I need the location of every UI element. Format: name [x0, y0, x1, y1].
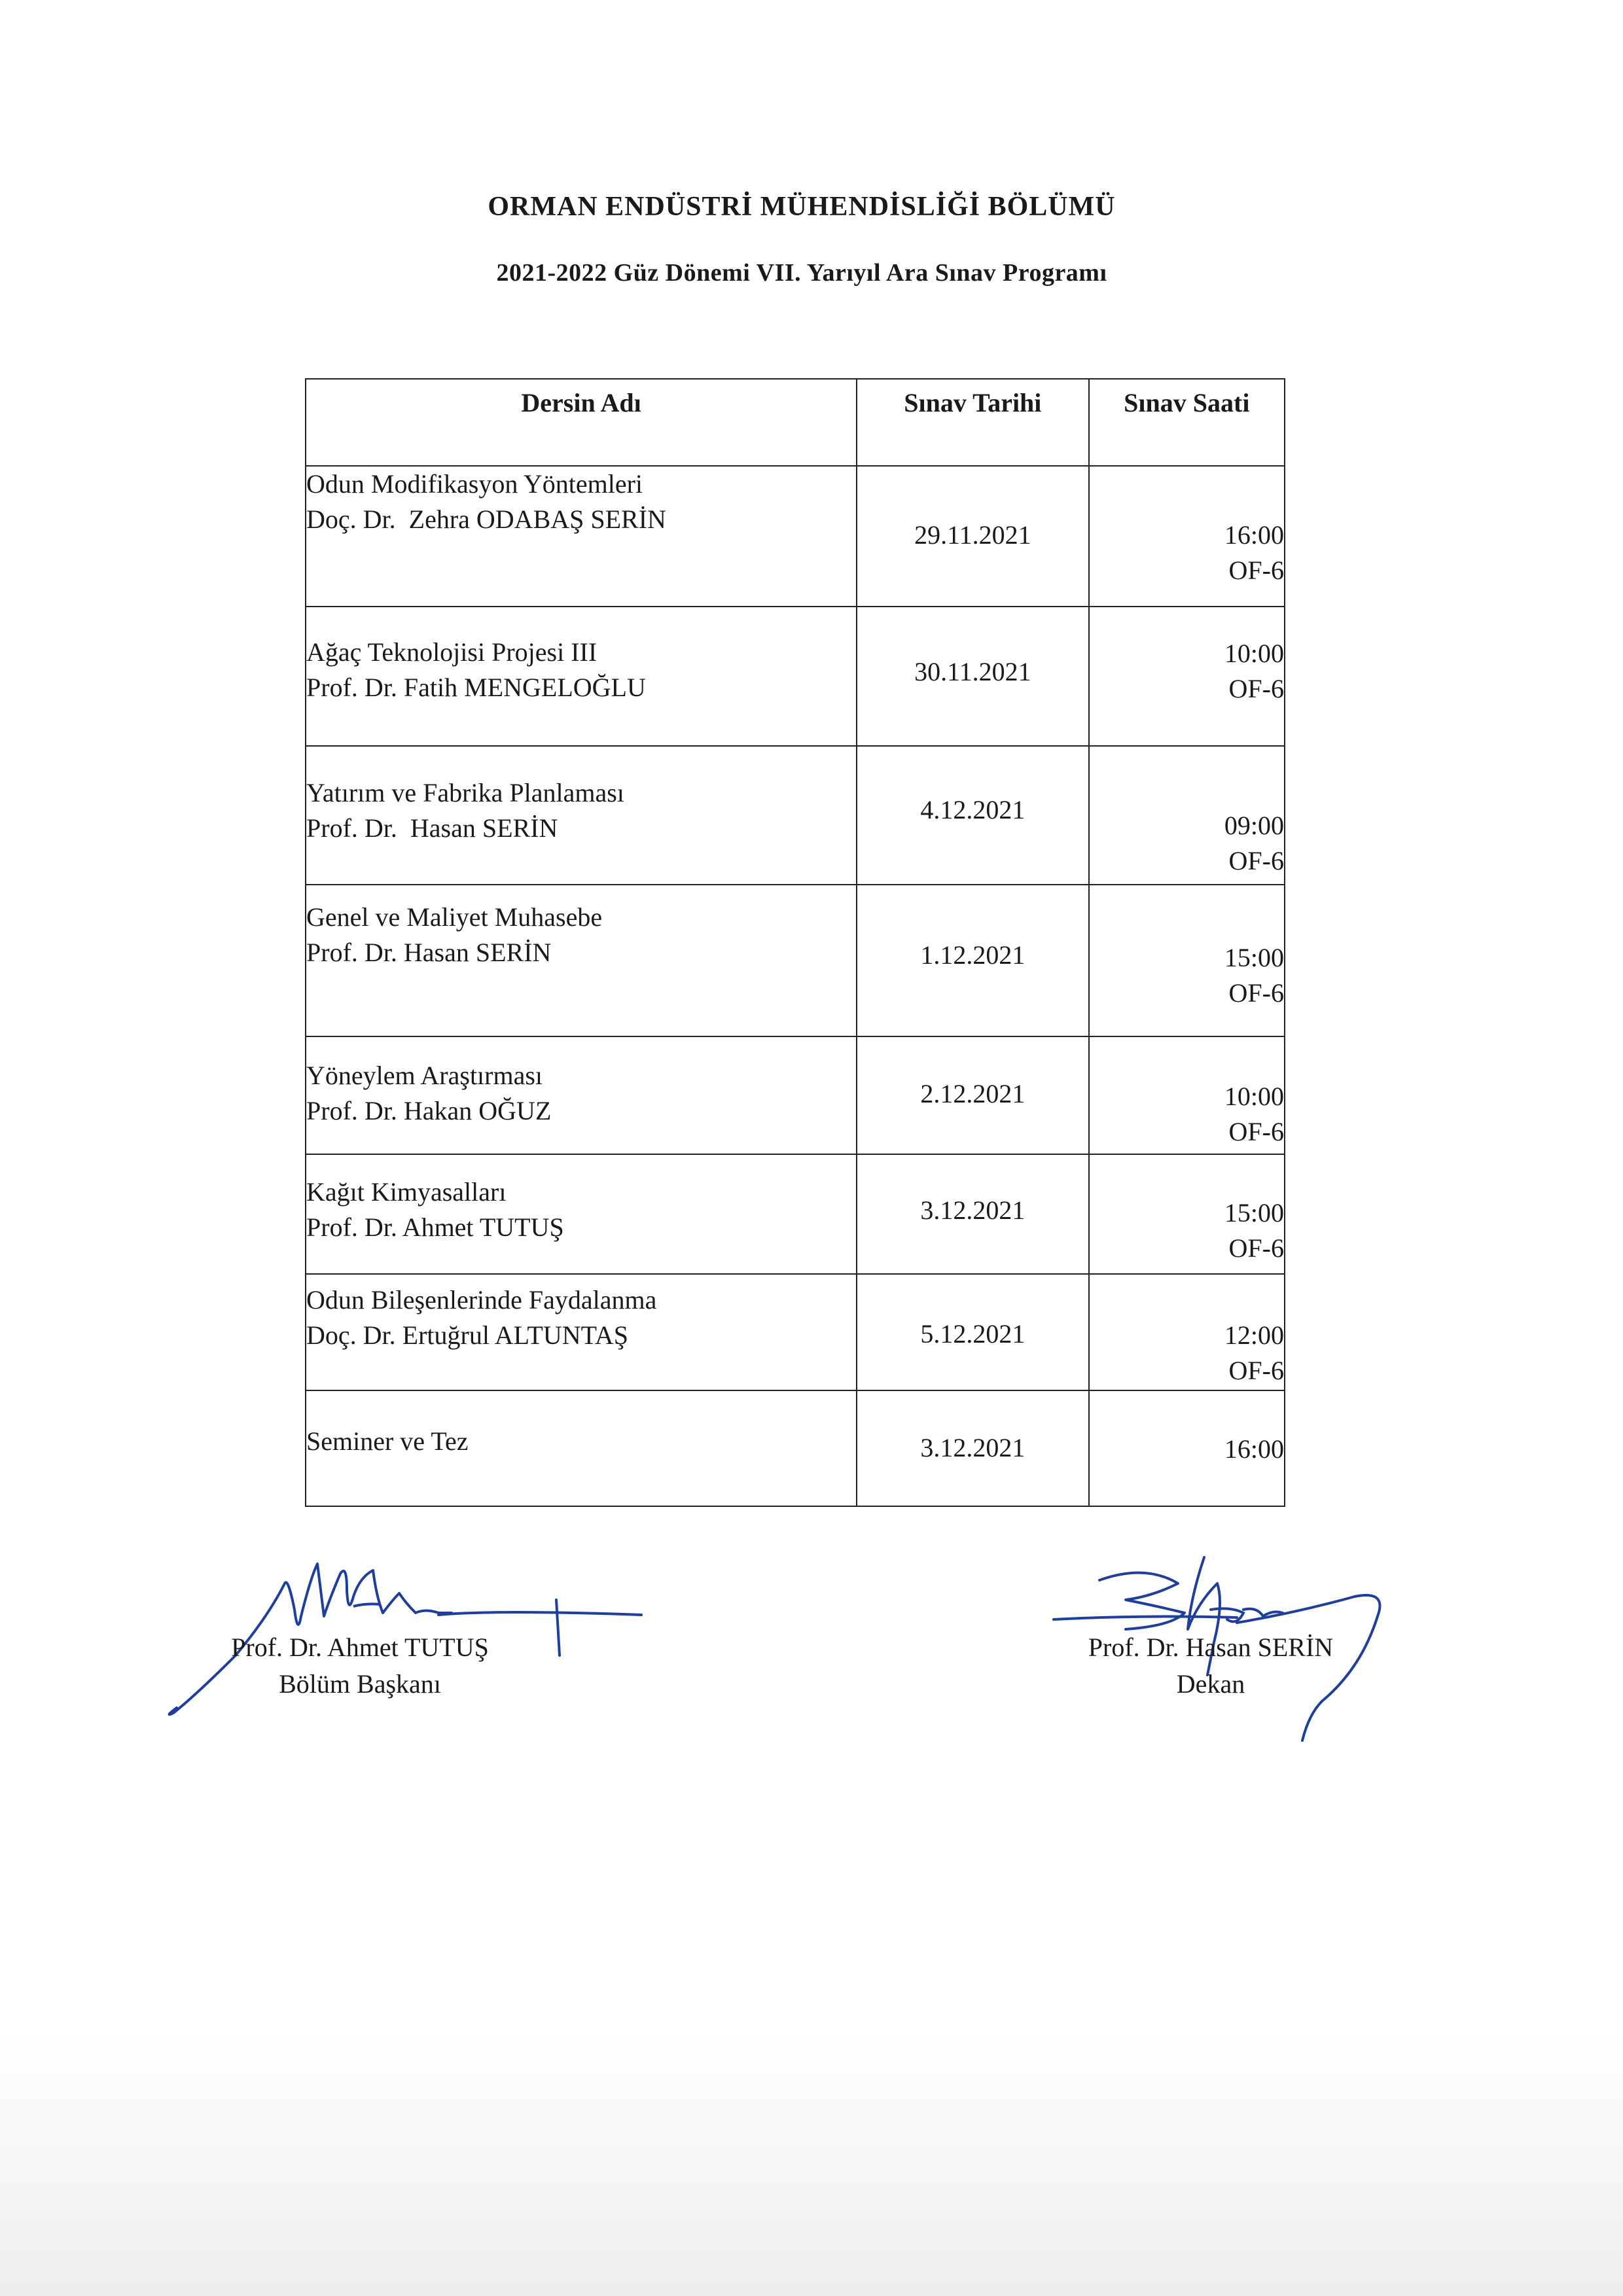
right-signature-block	[1060, 1629, 1361, 1703]
course-name: Seminer ve Tez	[306, 1426, 469, 1456]
course-name: Ağaç Teknolojisi Projesi III	[306, 637, 597, 667]
course-name: Odun Bileşenlerinde Faydalanma	[306, 1285, 657, 1315]
time-cell	[1089, 466, 1285, 607]
course-name: Odun Modifikasyon Yöntemleri	[306, 469, 643, 499]
exam-time: 12:00	[1224, 1320, 1284, 1350]
signer-name: Prof. Dr. Hasan SERİN	[1088, 1633, 1334, 1662]
exam-room: OF-6	[1228, 978, 1284, 1008]
instructor-name: Prof. Dr. Ahmet TUTUŞ	[306, 1212, 564, 1242]
exam-time: 16:00	[1224, 1434, 1284, 1464]
signer-title: Bölüm Başkanı	[279, 1669, 441, 1699]
time-cell	[1089, 1036, 1285, 1154]
course-cell	[306, 1274, 857, 1390]
exam-schedule-subtitle: 2021-2022 Güz Dönemi VII. Yarıyıl Ara Sınav Programı	[496, 259, 1107, 287]
exam-time: 15:00	[1224, 943, 1284, 972]
course-name: Yöneylem Araştırması	[306, 1061, 543, 1090]
course-name: Kağıt Kimyasalları	[306, 1177, 507, 1207]
instructor-name: Prof. Dr. Hasan SERİN	[306, 938, 552, 967]
date-cell	[857, 885, 1088, 1036]
table-row	[306, 1390, 1285, 1506]
course-name: Genel ve Maliyet Muhasebe	[306, 902, 603, 932]
course-cell	[306, 1390, 857, 1506]
date-cell	[857, 607, 1088, 746]
date-cell	[857, 1274, 1088, 1390]
table-row	[306, 746, 1285, 885]
exam-room: OF-6	[1228, 846, 1284, 875]
date-cell	[857, 1390, 1088, 1506]
instructor-name: Prof. Dr. Hakan OĞUZ	[306, 1096, 552, 1125]
exam-time: 16:00	[1224, 520, 1284, 550]
table-header-row	[306, 379, 1285, 466]
column-header-time: Sınav Saati	[1089, 379, 1285, 466]
exam-date: 2.12.2021	[920, 1079, 1026, 1108]
exam-date: 4.12.2021	[920, 795, 1026, 824]
signer-name: Prof. Dr. Ahmet TUTUŞ	[231, 1633, 489, 1662]
exam-date: 5.12.2021	[920, 1319, 1026, 1349]
date-cell	[857, 1036, 1088, 1154]
scan-shadow	[0, 2034, 1623, 2296]
course-cell	[306, 1036, 857, 1154]
instructor-name: Doç. Dr. Ertuğrul ALTUNTAŞ	[306, 1320, 628, 1350]
exam-date: 29.11.2021	[914, 520, 1031, 550]
left-signature-block	[209, 1629, 510, 1703]
table-row	[306, 1036, 1285, 1154]
exam-room: OF-6	[1228, 674, 1284, 703]
exam-time: 10:00	[1224, 639, 1284, 668]
time-cell	[1089, 607, 1285, 746]
exam-time: 10:00	[1224, 1082, 1284, 1111]
date-cell	[857, 1154, 1088, 1274]
table-row	[306, 1154, 1285, 1274]
time-cell	[1089, 1154, 1285, 1274]
exam-date: 30.11.2021	[914, 657, 1031, 686]
exam-time: 15:00	[1224, 1198, 1284, 1227]
exam-time: 09:00	[1224, 811, 1284, 840]
exam-room: OF-6	[1228, 1233, 1284, 1263]
instructor-name: Doç. Dr. Zehra ODABAŞ SERİN	[306, 504, 666, 534]
instructor-name: Prof. Dr. Hasan SERİN	[306, 813, 558, 843]
time-cell	[1089, 746, 1285, 885]
course-cell	[306, 607, 857, 746]
table-row	[306, 885, 1285, 1036]
course-cell	[306, 885, 857, 1036]
time-cell	[1089, 1274, 1285, 1390]
instructor-name: Prof. Dr. Fatih MENGELOĞLU	[306, 673, 646, 702]
time-cell	[1089, 1390, 1285, 1506]
exam-date: 3.12.2021	[920, 1195, 1026, 1225]
course-cell	[306, 746, 857, 885]
exam-date: 1.12.2021	[920, 940, 1026, 970]
column-header-date: Sınav Tarihi	[857, 379, 1088, 466]
table-row	[306, 607, 1285, 746]
department-title: ORMAN ENDÜSTRİ MÜHENDİSLİĞİ BÖLÜMÜ	[488, 192, 1116, 222]
column-header-course: Dersin Adı	[306, 379, 857, 466]
signer-title: Dekan	[1176, 1669, 1245, 1699]
date-cell	[857, 746, 1088, 885]
time-cell	[1089, 885, 1285, 1036]
course-cell	[306, 466, 857, 607]
exam-schedule-table	[305, 378, 1285, 1507]
date-cell	[857, 466, 1088, 607]
course-name: Yatırım ve Fabrika Planlaması	[306, 778, 624, 807]
exam-room: OF-6	[1228, 556, 1284, 585]
table-row	[306, 466, 1285, 607]
course-cell	[306, 1154, 857, 1274]
exam-date: 3.12.2021	[920, 1433, 1026, 1462]
exam-room: OF-6	[1228, 1356, 1284, 1385]
exam-room: OF-6	[1228, 1117, 1284, 1146]
table-row	[306, 1274, 1285, 1390]
